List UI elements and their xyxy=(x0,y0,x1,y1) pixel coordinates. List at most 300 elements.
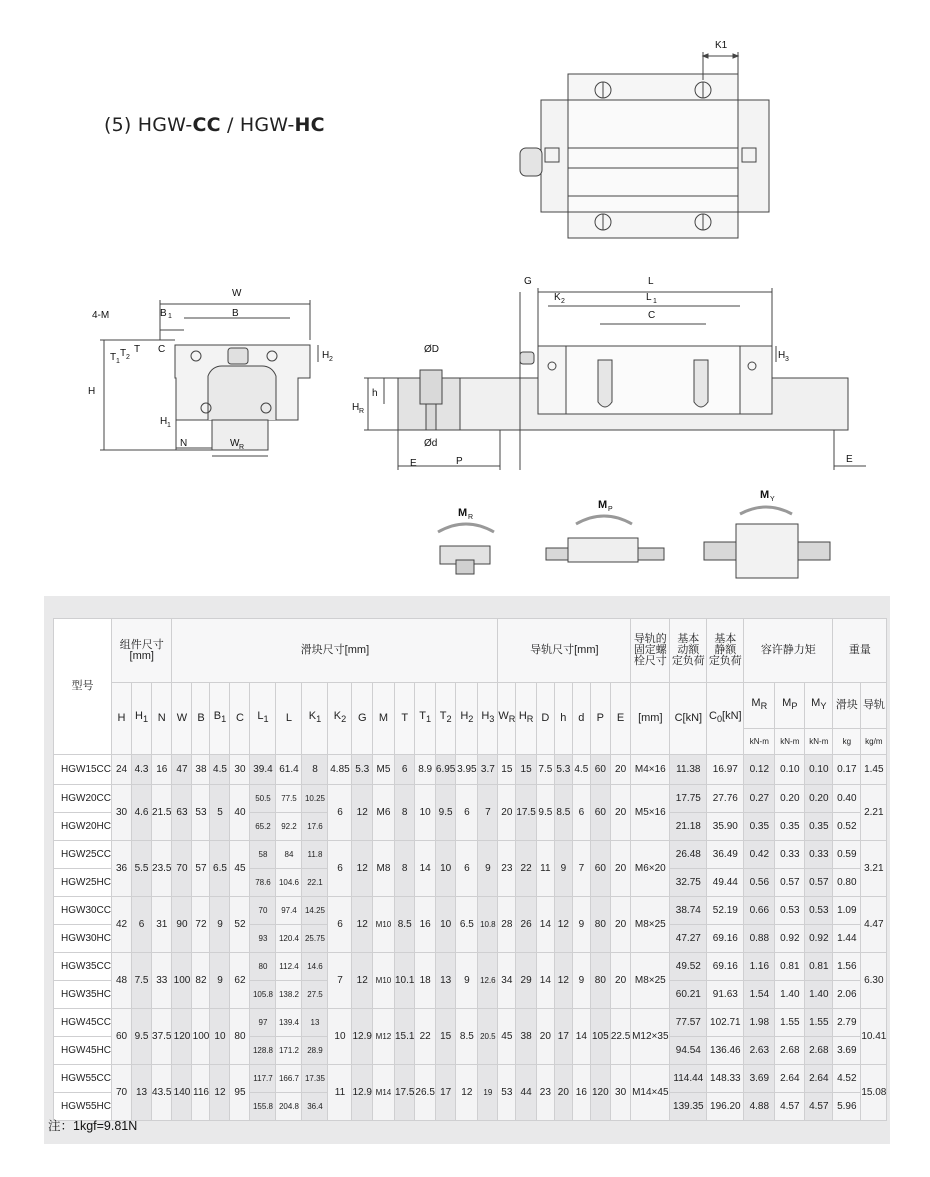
cell-hr: 38 xyxy=(516,1009,536,1065)
th-rail: 导轨尺寸[mm] xyxy=(498,619,631,683)
moment-mp-icon xyxy=(546,516,664,562)
label-my-sub: Y xyxy=(770,496,775,503)
cell-d: 9.5 xyxy=(536,785,554,841)
cell-l: 171.2 xyxy=(276,1037,302,1065)
cell-g: 12 xyxy=(352,897,372,953)
th-bolt-unit: [mm] xyxy=(631,683,670,755)
cell-p: 60 xyxy=(590,841,610,897)
th-c-dyn: C[kN] xyxy=(670,683,707,755)
th-assembly: 组件尺寸 [mm] xyxy=(112,619,172,683)
th-my: $M_Y$ xyxy=(805,683,833,729)
label-w: W xyxy=(232,288,242,299)
cell-e: 20 xyxy=(610,841,630,897)
cell-h1: 9.5 xyxy=(132,1009,152,1065)
th-model: 型号 xyxy=(54,619,112,755)
cell-d: 14 xyxy=(536,953,554,1009)
cell-t: 15.1 xyxy=(394,1009,414,1065)
cell-block: 0.40 xyxy=(833,785,861,813)
cell-c: 30 xyxy=(230,755,250,785)
cell-mr: 3.69 xyxy=(744,1065,775,1093)
cell-h2: 12 xyxy=(456,1065,478,1121)
cell-d: 7 xyxy=(572,841,590,897)
cell-m: M12 xyxy=(372,1009,394,1065)
cell-c: 62 xyxy=(230,953,250,1009)
th-t: T xyxy=(394,683,414,755)
label-e-right: E xyxy=(846,454,853,465)
cell-cdyn: 114.44 xyxy=(670,1065,707,1093)
cell-k2: 6 xyxy=(328,785,352,841)
cell-h3: 12.6 xyxy=(478,953,498,1009)
cell-b: 53 xyxy=(192,785,210,841)
label-mr-sub: R xyxy=(468,514,474,521)
cell-mr: 0.88 xyxy=(744,925,775,953)
cell-n: 23.5 xyxy=(152,841,172,897)
th-l1: $L_1$ xyxy=(250,683,276,755)
label-h-small: h xyxy=(372,388,378,399)
cell-p: 80 xyxy=(590,953,610,1009)
cell-mp: 2.64 xyxy=(775,1065,805,1093)
th-hr: $H_R$ xyxy=(516,683,536,755)
label-wr-sub: R xyxy=(239,444,245,451)
cell-model: HGW25CC xyxy=(54,841,112,869)
cell-b1: 9 xyxy=(210,897,230,953)
cell-m: M10 xyxy=(372,897,394,953)
label-l: L xyxy=(648,276,654,287)
cell-c0: 49.44 xyxy=(707,869,744,897)
cell-c0: 69.16 xyxy=(707,953,744,981)
cell-h3: 7 xyxy=(478,785,498,841)
cell-wr: 15 xyxy=(498,755,516,785)
label-c: C xyxy=(158,344,166,355)
th-block: 滑块尺寸[mm] xyxy=(172,619,498,683)
cell-l: 92.2 xyxy=(276,813,302,841)
cell-t2: 10 xyxy=(435,897,455,953)
cell-k2: 4.85 xyxy=(328,755,352,785)
cell-hr: 44 xyxy=(516,1065,536,1121)
cell-cdyn: 94.54 xyxy=(670,1037,707,1065)
cell-wr: 45 xyxy=(498,1009,516,1065)
cell-h3: 3.7 xyxy=(478,755,498,785)
label-t: T xyxy=(134,344,141,355)
cell-k1: 36.4 xyxy=(302,1093,328,1121)
label-k2: K xyxy=(554,292,561,303)
cell-e: 20 xyxy=(610,953,630,1009)
cell-t1: 18 xyxy=(415,953,435,1009)
label-t2: T xyxy=(120,348,127,359)
th-h-small: h xyxy=(554,683,572,755)
cell-t2: 10 xyxy=(435,841,455,897)
cell-h: 60 xyxy=(112,1009,132,1065)
label-t1: T xyxy=(110,352,117,363)
cell-cdyn: 17.75 xyxy=(670,785,707,813)
cell-my: 4.57 xyxy=(805,1093,833,1121)
cell-k1: 22.1 xyxy=(302,869,328,897)
cell-block: 0.59 xyxy=(833,841,861,869)
cell-mr: 0.35 xyxy=(744,813,775,841)
cell-h: 17 xyxy=(554,1009,572,1065)
cell-c0: 91.63 xyxy=(707,981,744,1009)
cell-h2: 6.5 xyxy=(456,897,478,953)
cell-b1: 9 xyxy=(210,953,230,1009)
cell-p: 120 xyxy=(590,1065,610,1121)
th-h: H xyxy=(112,683,132,755)
cell-hr: 29 xyxy=(516,953,536,1009)
cell-h: 42 xyxy=(112,897,132,953)
cell-mr: 0.56 xyxy=(744,869,775,897)
cell-t2: 9.5 xyxy=(435,785,455,841)
th-block-weight: 滑块 xyxy=(833,683,861,729)
cell-model: HGW55CC xyxy=(54,1065,112,1093)
cell-l1: 78.6 xyxy=(250,869,276,897)
cell-g: 12.9 xyxy=(352,1065,372,1121)
cell-h3: 10.8 xyxy=(478,897,498,953)
cell-rail: 6.30 xyxy=(861,953,887,1009)
cell-bolt: M14×45 xyxy=(631,1065,670,1121)
cell-mp: 1.55 xyxy=(775,1009,805,1037)
table-row xyxy=(54,1009,887,1037)
th-w: W xyxy=(172,683,192,755)
cell-h: 8.5 xyxy=(554,785,572,841)
cell-c: 95 xyxy=(230,1065,250,1121)
cell-t2: 17 xyxy=(435,1065,455,1121)
cell-m: M5 xyxy=(372,755,394,785)
cell-c0: 148.33 xyxy=(707,1065,744,1093)
cell-cdyn: 47.27 xyxy=(670,925,707,953)
cell-model: HGW15CC xyxy=(54,755,112,785)
cell-h2: 6 xyxy=(456,841,478,897)
cell-cdyn: 32.75 xyxy=(670,869,707,897)
label-k2-sub: 2 xyxy=(561,298,565,305)
cell-c0: 102.71 xyxy=(707,1009,744,1037)
label-h3: H xyxy=(778,350,786,361)
cell-rail: 10.41 xyxy=(861,1009,887,1065)
cell-block: 5.96 xyxy=(833,1093,861,1121)
cell-wr: 20 xyxy=(498,785,516,841)
cell-c0: 69.16 xyxy=(707,925,744,953)
cell-t1: 10 xyxy=(415,785,435,841)
cell-e: 22.5 xyxy=(610,1009,630,1065)
cell-k1: 17.6 xyxy=(302,813,328,841)
cell-t1: 26.5 xyxy=(415,1065,435,1121)
cell-d: 4.5 xyxy=(572,755,590,785)
th-d-small: d xyxy=(572,683,590,755)
cell-k1: 14.25 xyxy=(302,897,328,925)
cell-block: 1.56 xyxy=(833,953,861,981)
cell-my: 1.40 xyxy=(805,981,833,1009)
cell-l1: 93 xyxy=(250,925,276,953)
cell-mr: 2.63 xyxy=(744,1037,775,1065)
cell-mp: 0.57 xyxy=(775,869,805,897)
table-row xyxy=(54,785,887,813)
cell-c: 40 xyxy=(230,785,250,841)
cell-hr: 15 xyxy=(516,755,536,785)
cell-my: 2.64 xyxy=(805,1065,833,1093)
cell-t: 8.5 xyxy=(394,897,414,953)
cell-my: 0.35 xyxy=(805,813,833,841)
cell-cdyn: 139.35 xyxy=(670,1093,707,1121)
spec-table xyxy=(53,618,887,1121)
cell-w: 63 xyxy=(172,785,192,841)
label-hr-sub: R xyxy=(359,408,365,415)
th-e: E xyxy=(610,683,630,755)
cell-cdyn: 60.21 xyxy=(670,981,707,1009)
cell-d: 7.5 xyxy=(536,755,554,785)
th-c: C xyxy=(230,683,250,755)
cell-bolt: M8×25 xyxy=(631,953,670,1009)
cell-my: 0.81 xyxy=(805,953,833,981)
th-rail-weight: 导轨 xyxy=(861,683,887,729)
cell-h3: 9 xyxy=(478,841,498,897)
cell-t: 8 xyxy=(394,785,414,841)
cell-w: 100 xyxy=(172,953,192,1009)
cell-g: 12 xyxy=(352,953,372,1009)
cell-l1: 97 xyxy=(250,1009,276,1037)
cell-h2: 3.95 xyxy=(456,755,478,785)
cell-rail: 1.45 xyxy=(861,755,887,785)
cell-h: 70 xyxy=(112,1065,132,1121)
cell-h1: 4.6 xyxy=(132,785,152,841)
cell-cdyn: 77.57 xyxy=(670,1009,707,1037)
cell-h: 12 xyxy=(554,953,572,1009)
cell-b1: 5 xyxy=(210,785,230,841)
label-h: H xyxy=(88,386,96,397)
cell-k1: 13 xyxy=(302,1009,328,1037)
th-weight: 重量 xyxy=(833,619,887,683)
cell-p: 60 xyxy=(590,785,610,841)
cell-n: 43.5 xyxy=(152,1065,172,1121)
th-k1: $K_1$ xyxy=(302,683,328,755)
cell-hr: 17.5 xyxy=(516,785,536,841)
cell-block: 4.52 xyxy=(833,1065,861,1093)
cell-block: 0.17 xyxy=(833,755,861,785)
label-mp: M xyxy=(598,499,608,511)
label-l1-sub: 1 xyxy=(653,298,657,305)
cell-e: 20 xyxy=(610,897,630,953)
th-n: N xyxy=(152,683,172,755)
cell-b: 100 xyxy=(192,1009,210,1065)
side-view xyxy=(364,288,866,470)
cell-p: 60 xyxy=(590,755,610,785)
cell-h: 30 xyxy=(112,785,132,841)
cell-h3: 20.5 xyxy=(478,1009,498,1065)
cell-mp: 0.10 xyxy=(775,755,805,785)
label-wr: W xyxy=(230,438,240,449)
cell-l: 104.6 xyxy=(276,869,302,897)
th-t2: $T_2$ xyxy=(435,683,455,755)
table-row xyxy=(54,897,887,925)
label-h2: H xyxy=(322,350,330,361)
cell-cdyn: 26.48 xyxy=(670,841,707,869)
cell-t: 17.5 xyxy=(394,1065,414,1121)
cell-w: 120 xyxy=(172,1009,192,1065)
cell-h1: 13 xyxy=(132,1065,152,1121)
cell-hr: 26 xyxy=(516,897,536,953)
cell-b: 72 xyxy=(192,897,210,953)
cell-n: 31 xyxy=(152,897,172,953)
cell-wr: 34 xyxy=(498,953,516,1009)
cell-t2: 13 xyxy=(435,953,455,1009)
footnote: 注：1kgf=9.81N xyxy=(48,1119,138,1133)
cell-my: 0.33 xyxy=(805,841,833,869)
cell-l1: 80 xyxy=(250,953,276,981)
label-b: B xyxy=(232,308,239,319)
cell-d: 6 xyxy=(572,785,590,841)
cell-l: 204.8 xyxy=(276,1093,302,1121)
cell-l1: 105.8 xyxy=(250,981,276,1009)
cell-b1: 4.5 xyxy=(210,755,230,785)
label-t1-sub: 1 xyxy=(116,358,120,365)
top-view xyxy=(520,52,769,238)
cell-mr: 1.54 xyxy=(744,981,775,1009)
cell-m: M6 xyxy=(372,785,394,841)
th-t1: $T_1$ xyxy=(415,683,435,755)
cell-t: 10.1 xyxy=(394,953,414,1009)
cell-h1: 4.3 xyxy=(132,755,152,785)
th-p: P xyxy=(590,683,610,755)
cell-l1: 155.8 xyxy=(250,1093,276,1121)
cell-mr: 0.27 xyxy=(744,785,775,813)
table-row xyxy=(54,1065,887,1093)
cell-bolt: M6×20 xyxy=(631,841,670,897)
cell-k1: 27.5 xyxy=(302,981,328,1009)
cell-m: M8 xyxy=(372,841,394,897)
cell-block: 0.52 xyxy=(833,813,861,841)
cell-h1: 5.5 xyxy=(132,841,152,897)
cell-k1: 17.35 xyxy=(302,1065,328,1093)
th-block-unit: kg xyxy=(833,729,861,755)
cell-d: 14 xyxy=(536,897,554,953)
cell-mp: 0.33 xyxy=(775,841,805,869)
cell-l: 139.4 xyxy=(276,1009,302,1037)
cell-h3: 19 xyxy=(478,1065,498,1121)
cell-c0: 36.49 xyxy=(707,841,744,869)
cell-t: 6 xyxy=(394,755,414,785)
cell-l: 166.7 xyxy=(276,1065,302,1093)
cell-rail: 4.47 xyxy=(861,897,887,953)
label-b1-sub: 1 xyxy=(168,313,172,320)
table-row xyxy=(54,953,887,981)
cell-model: HGW20CC xyxy=(54,785,112,813)
cell-mr: 0.42 xyxy=(744,841,775,869)
cell-model: HGW25HC xyxy=(54,869,112,897)
th-mr: $M_R$ xyxy=(744,683,775,729)
cell-model: HGW45CC xyxy=(54,1009,112,1037)
cell-my: 0.10 xyxy=(805,755,833,785)
cell-l: 120.4 xyxy=(276,925,302,953)
cell-k1: 11.8 xyxy=(302,841,328,869)
cell-h1: 6 xyxy=(132,897,152,953)
cell-bolt: M4×16 xyxy=(631,755,670,785)
th-h2: $H_2$ xyxy=(456,683,478,755)
label-g: G xyxy=(524,276,532,287)
th-moment: 容许静力矩 xyxy=(744,619,833,683)
cell-block: 2.79 xyxy=(833,1009,861,1037)
cell-d: 16 xyxy=(572,1065,590,1121)
th-b: B xyxy=(192,683,210,755)
cell-rail: 3.21 xyxy=(861,841,887,897)
cell-l1: 58 xyxy=(250,841,276,869)
cell-w: 90 xyxy=(172,897,192,953)
label-h1-sub: 1 xyxy=(167,422,171,429)
label-d-small: Ød xyxy=(424,438,438,449)
cell-mr: 0.66 xyxy=(744,897,775,925)
end-view xyxy=(100,300,318,456)
label-my: M xyxy=(760,489,770,501)
label-mr: M xyxy=(458,507,468,519)
moment-my-icon xyxy=(704,507,830,578)
cell-mp: 0.53 xyxy=(775,897,805,925)
cell-mp: 2.68 xyxy=(775,1037,805,1065)
cell-k2: 6 xyxy=(328,897,352,953)
label-4m: 4-M xyxy=(92,310,110,321)
cell-block: 3.69 xyxy=(833,1037,861,1065)
cell-l1: 128.8 xyxy=(250,1037,276,1065)
cell-k1: 28.9 xyxy=(302,1037,328,1065)
cell-rail: 2.21 xyxy=(861,785,887,841)
label-l1: L xyxy=(646,292,652,303)
cell-c: 52 xyxy=(230,897,250,953)
th-mp-unit: kN-m xyxy=(775,729,805,755)
cell-block: 0.80 xyxy=(833,869,861,897)
cell-l1: 65.2 xyxy=(250,813,276,841)
cell-b: 57 xyxy=(192,841,210,897)
cell-p: 80 xyxy=(590,897,610,953)
th-d: D xyxy=(536,683,554,755)
label-c-side: C xyxy=(648,310,656,321)
cell-g: 5.3 xyxy=(352,755,372,785)
cell-rail: 15.08 xyxy=(861,1065,887,1121)
cell-h: 12 xyxy=(554,897,572,953)
cell-model: HGW45HC xyxy=(54,1037,112,1065)
cell-model: HGW35CC xyxy=(54,953,112,981)
cell-my: 1.55 xyxy=(805,1009,833,1037)
cell-cdyn: 49.52 xyxy=(670,953,707,981)
cell-k1: 10.25 xyxy=(302,785,328,813)
cell-n: 16 xyxy=(152,755,172,785)
cell-h2: 6 xyxy=(456,785,478,841)
cell-my: 0.53 xyxy=(805,897,833,925)
cell-l1: 39.4 xyxy=(250,755,276,785)
cell-m: M10 xyxy=(372,953,394,1009)
cell-c0: 196.20 xyxy=(707,1093,744,1121)
cell-t2: 15 xyxy=(435,1009,455,1065)
cell-model: HGW55HC xyxy=(54,1093,112,1121)
cell-d: 9 xyxy=(572,897,590,953)
cell-g: 12.9 xyxy=(352,1009,372,1065)
cell-d: 23 xyxy=(536,1065,554,1121)
label-e: E xyxy=(410,458,417,469)
cell-mp: 4.57 xyxy=(775,1093,805,1121)
cell-t1: 14 xyxy=(415,841,435,897)
cell-k2: 11 xyxy=(328,1065,352,1121)
cell-t1: 8.9 xyxy=(415,755,435,785)
label-p: P xyxy=(456,456,463,467)
cell-k2: 10 xyxy=(328,1009,352,1065)
cell-mr: 1.98 xyxy=(744,1009,775,1037)
label-b1: B xyxy=(160,308,167,319)
th-wr: $W_R$ xyxy=(498,683,516,755)
label-mp-sub: P xyxy=(608,506,613,513)
cell-mp: 0.35 xyxy=(775,813,805,841)
cell-my: 2.68 xyxy=(805,1037,833,1065)
cell-b1: 12 xyxy=(210,1065,230,1121)
cell-h: 24 xyxy=(112,755,132,785)
cell-mr: 0.12 xyxy=(744,755,775,785)
cell-l: 77.5 xyxy=(276,785,302,813)
cell-k1: 14.6 xyxy=(302,953,328,981)
cell-h2: 8.5 xyxy=(456,1009,478,1065)
cell-k1: 8 xyxy=(302,755,328,785)
